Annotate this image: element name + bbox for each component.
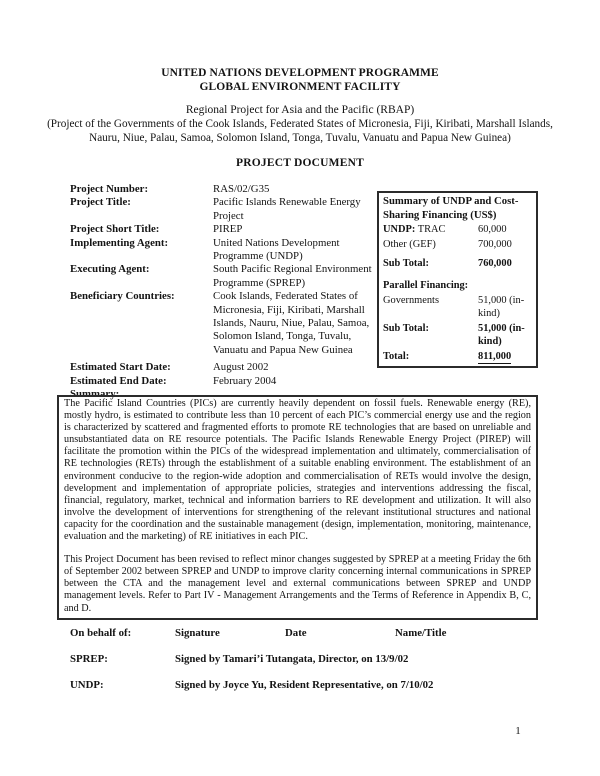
field-label: Executing Agent: bbox=[70, 263, 150, 276]
field-estimated-start-date bbox=[70, 361, 382, 374]
field-project-short-title bbox=[70, 223, 382, 236]
governments-line: (Project of the Governments of the Cook Islands, Federated States of Micronesia, Fiji, Kiribati, Marshall Islands, Nauru, Niue, Palau, Samoa, Solomon Island, Tonga, Tuvalu, Vanuatu and Papua New Guinea) bbox=[47, 118, 553, 144]
field-value: Cook Islands, Federated States of Micronesia, Fiji, Kiribati, Marshall Islands, Nauru, Niue, Palau, Samoa, Solomon Island, Tonga, Tuvalu, Vanuatu and Papua New Guinea bbox=[213, 290, 370, 356]
financing-label: Sub Total: bbox=[383, 258, 429, 269]
field-value: South Pacific Regional Environment Programme (SPREP) bbox=[213, 263, 372, 289]
project-region-line: Regional Project for Asia and the Pacific (RBAP) bbox=[185, 104, 415, 116]
financing-value: 60,000 bbox=[478, 224, 507, 235]
financing-row-parallel bbox=[383, 279, 532, 292]
financing-total-value: 811,000 bbox=[478, 351, 512, 362]
summary-paragraph-2: This Project Document has been revised to reflect minor changes suggested by SPREP at a meeting Friday the 6th of September 2002 between SPREP and UNDP to improve clarity concerning internal communications in SPREP between the CTA and the management level and external communications between SPREP and UNDP management levels. Refer to Part IV - Management Arrangements and the Terms of Reference in Appendix B, C, and D. bbox=[64, 554, 531, 614]
signature-col-signature: Signature bbox=[175, 627, 220, 639]
signature-org: UNDP: bbox=[70, 679, 104, 691]
field-value: Pacific Islands Renewable Energy Project bbox=[213, 196, 361, 222]
financing-label-rest: TRAC bbox=[415, 224, 446, 235]
field-project-title bbox=[70, 196, 382, 223]
summary-box bbox=[57, 395, 538, 620]
signature-text: Signed by Tamari’i Tutangata, Director, on 13/9/02 bbox=[175, 653, 409, 665]
field-estimated-end-date bbox=[70, 375, 382, 388]
field-value: August 2002 bbox=[213, 361, 269, 374]
field-label: Estimated Start Date: bbox=[70, 361, 171, 374]
financing-value: 700,000 bbox=[478, 239, 512, 250]
financing-value: 51,000 (in-kind) bbox=[478, 295, 525, 319]
financing-row-total bbox=[383, 350, 532, 364]
field-label: Project Short Title: bbox=[70, 223, 160, 236]
signature-header-row bbox=[70, 627, 546, 640]
financing-value: 760,000 bbox=[478, 258, 512, 269]
field-value: RAS/02/G35 bbox=[213, 183, 270, 195]
financing-row-subtotal-2 bbox=[383, 322, 532, 348]
field-executing-agent bbox=[70, 263, 382, 290]
signature-org: SPREP: bbox=[70, 653, 108, 665]
financing-row-other-gef bbox=[383, 238, 532, 251]
financing-box-title: Summary of UNDP and Cost-Sharing Financing (US$) bbox=[383, 195, 519, 221]
field-beneficiary-countries bbox=[70, 290, 382, 357]
field-implementing-agent bbox=[70, 237, 382, 264]
signature-col-name-title: Name/Title bbox=[395, 627, 447, 639]
financing-label: Total: bbox=[383, 351, 410, 362]
field-label: Estimated End Date: bbox=[70, 374, 167, 387]
financing-label-bold: UNDP: bbox=[383, 224, 416, 235]
financing-row-undp-trac bbox=[383, 223, 532, 236]
signature-col-date: Date bbox=[285, 627, 307, 639]
document-title: PROJECT DOCUMENT bbox=[236, 157, 364, 169]
summary-heading: Summary: bbox=[70, 388, 120, 401]
signature-row-undp bbox=[70, 679, 546, 692]
field-label: Implementing Agent: bbox=[70, 236, 169, 249]
field-label: Beneficiary Countries: bbox=[70, 290, 175, 303]
signature-row-sprep bbox=[70, 653, 546, 666]
financing-label: Other (GEF) bbox=[383, 239, 436, 250]
signature-text: Signed by Joyce Yu, Resident Representative, on 7/10/02 bbox=[175, 679, 434, 691]
field-label: Project Number: bbox=[70, 183, 149, 195]
summary-paragraph-1: The Pacific Island Countries (PICs) are currently heavily dependent on fossil fuels. Renewable energy (RE), mostly hydro, is estimated to contribute less than 10 percent of each PIC’s commercial energy use and the region is characterized by scattered and fragmented efforts to promote RE technologies that are based on unreliable and unsubstantiated data on RE resource potentials. The Pacific Islands Renewable Energy Project (PIREP) will facilitate the promotion within the PICs of the widespread implementation and ultimately, commercialisation of RE technologies (RETs) through the establishment of a suitable enabling environment. The establishment of an environment conducive to the region-wide adoption and commercialisation of RETs would involve the design, development and implementation of appropriate policies, strategies and interventions addressing the fiscal, financial, regulatory, market, technical and information barriers to RE development and utilization. It will also involve the development of interventions for strengthening of the relevant institutional structures and national capacity for the coordination and the sustainable management (design, implementation, monitoring, maintenance, evaluation and the marketing) of RE initiatives in each PIC. bbox=[64, 398, 531, 543]
financing-row-subtotal-1 bbox=[383, 257, 532, 270]
field-project-number bbox=[70, 183, 382, 196]
field-label: Project Title: bbox=[70, 196, 131, 209]
field-value: United Nations Development Programme (UNDP) bbox=[213, 236, 340, 263]
field-value: PIREP bbox=[213, 223, 243, 236]
org-title-line2: GLOBAL ENVIRONMENT FACILITY bbox=[199, 80, 401, 93]
financing-label: Parallel Financing: bbox=[383, 280, 469, 291]
financing-label: Governments bbox=[383, 295, 439, 306]
page-number: 1 bbox=[515, 725, 521, 737]
project-fields bbox=[70, 183, 382, 402]
signature-col-on-behalf-of: On behalf of: bbox=[70, 627, 132, 639]
financing-value bbox=[478, 350, 532, 364]
field-value: February 2004 bbox=[213, 374, 277, 387]
org-title-line1: UNITED NATIONS DEVELOPMENT PROGRAMME bbox=[161, 67, 439, 79]
financing-value: 51,000 (in-kind) bbox=[478, 323, 525, 347]
financing-label bbox=[383, 223, 478, 236]
financing-label: Sub Total: bbox=[383, 323, 429, 334]
financing-row-governments bbox=[383, 294, 532, 320]
org-title bbox=[0, 67, 600, 94]
financing-summary-box bbox=[377, 191, 538, 368]
signature-section bbox=[70, 627, 546, 692]
